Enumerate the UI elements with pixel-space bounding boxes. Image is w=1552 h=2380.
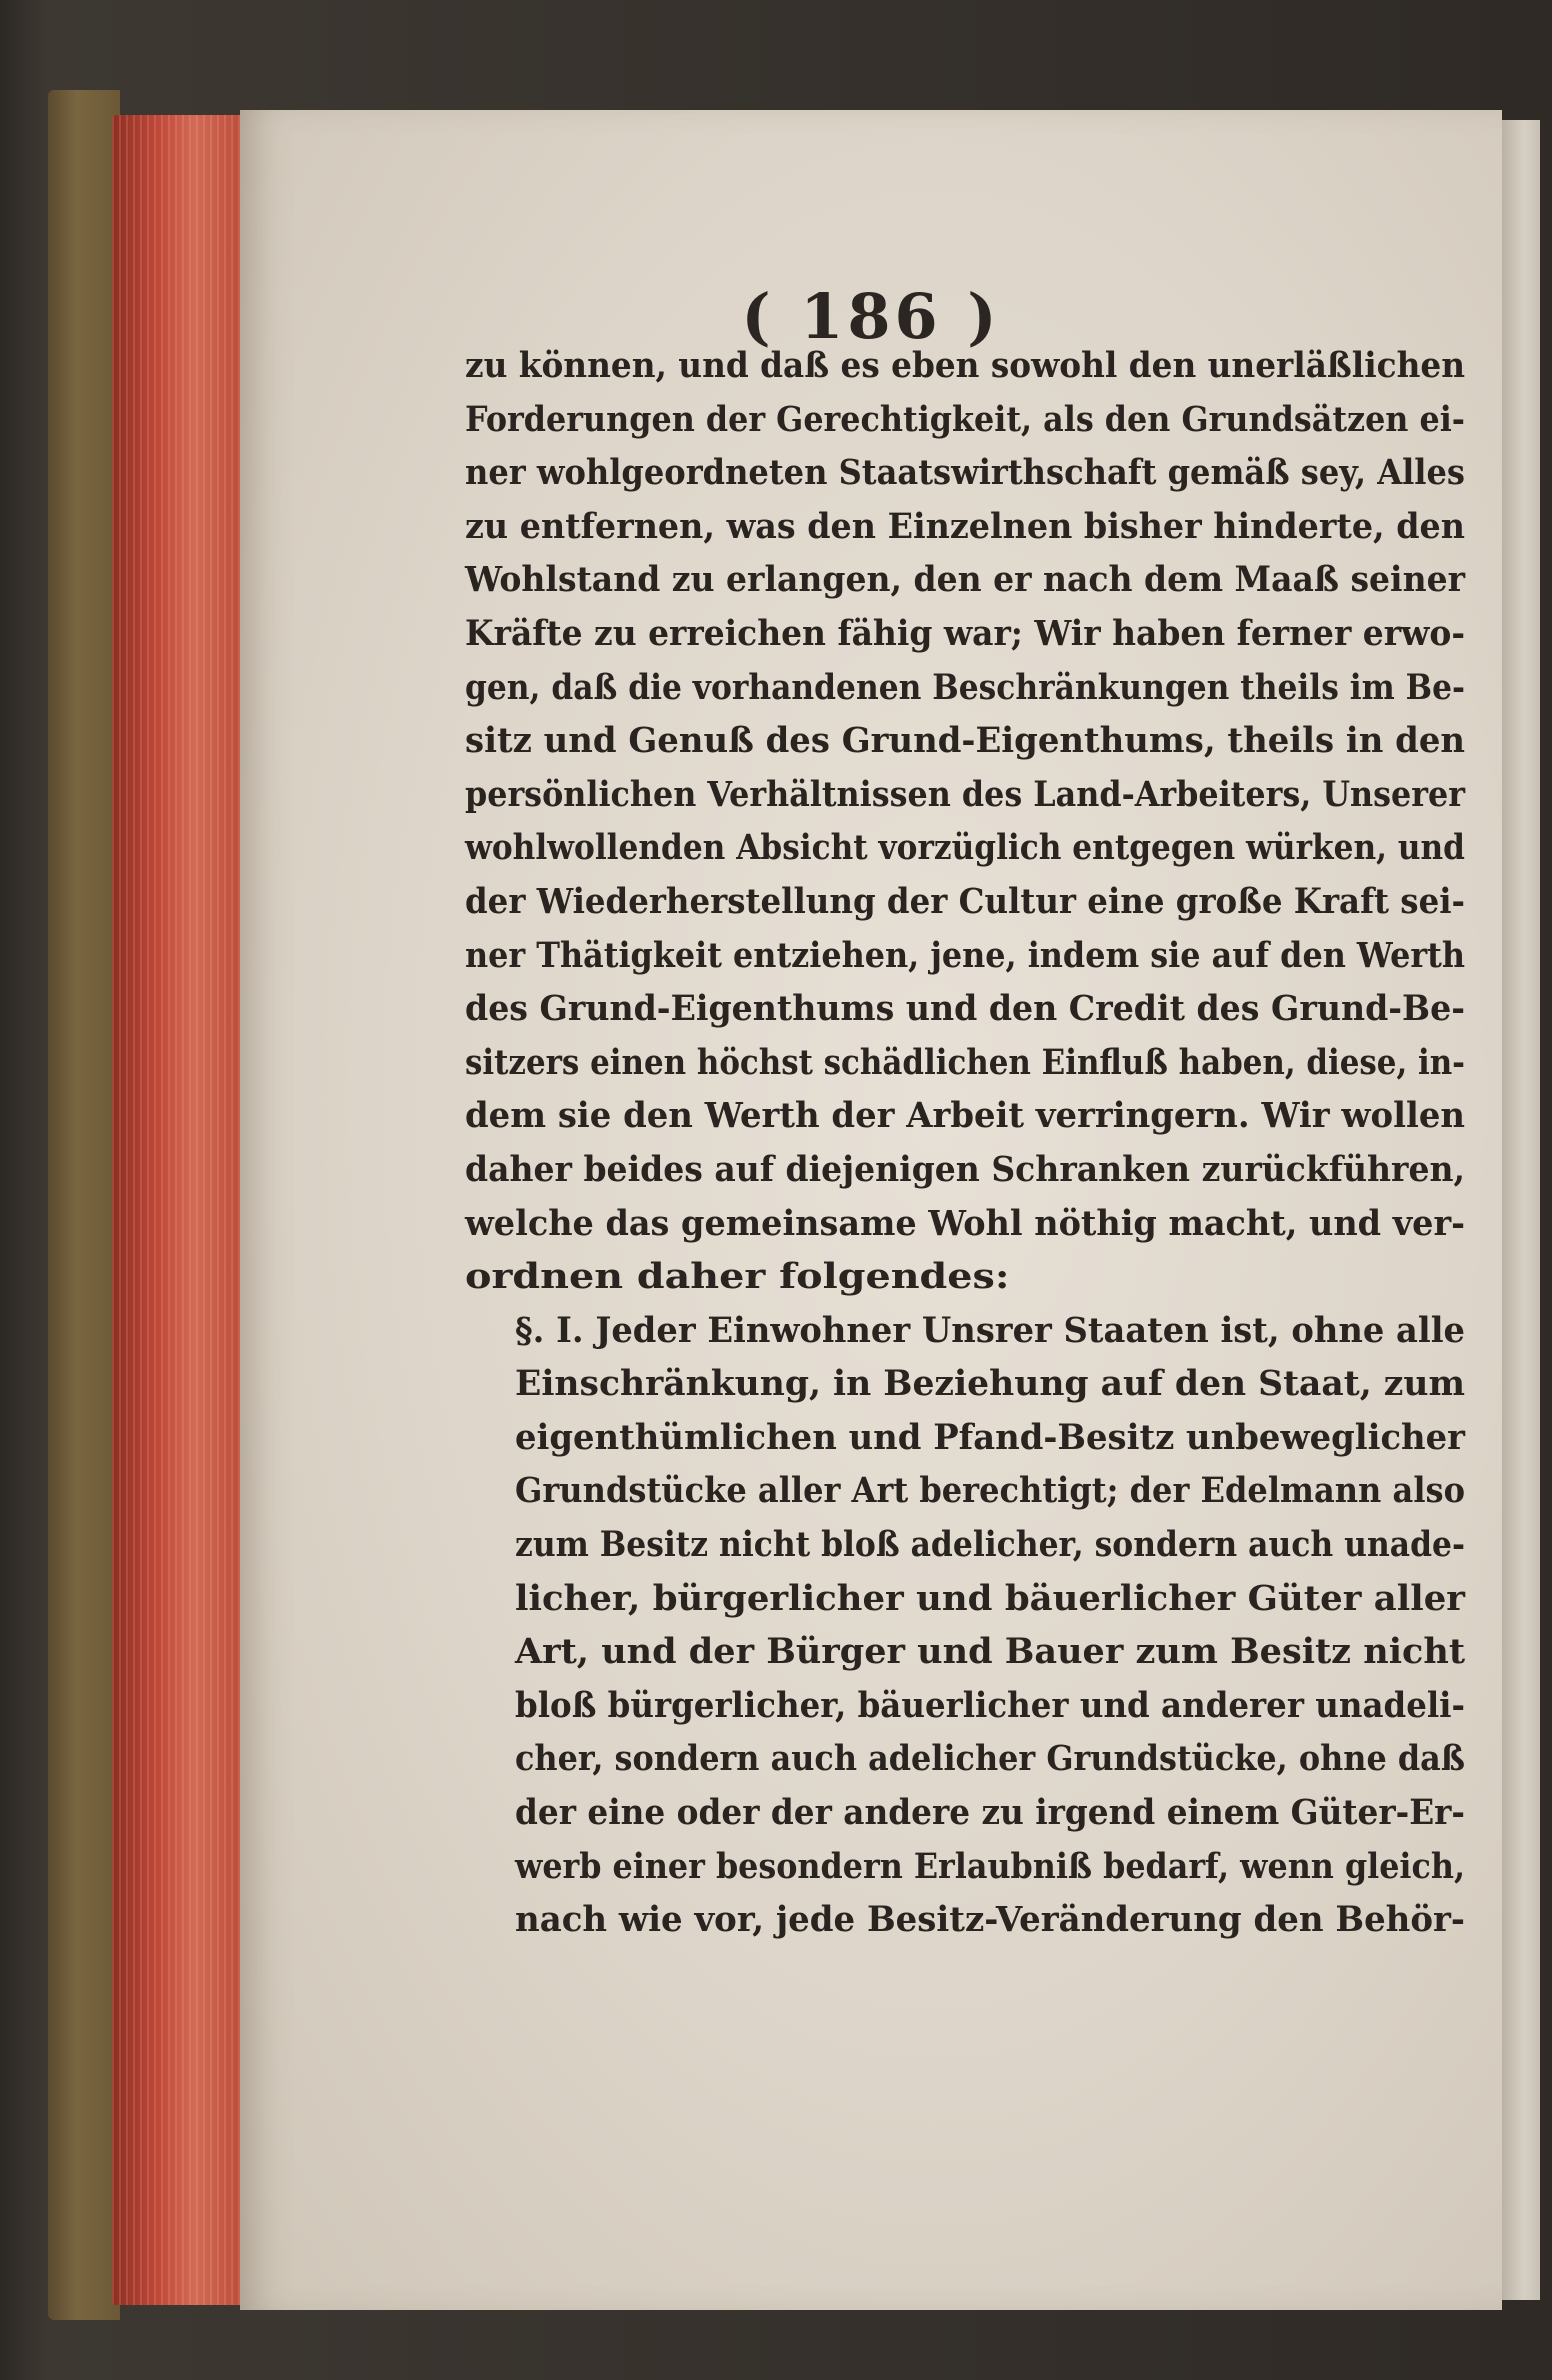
- body-text: [465, 340, 1465, 1948]
- text-line: ner Thätigkeit entziehen, jene, indem sie auf den Werth: [465, 935, 1465, 976]
- section-line: licher, bürgerlicher und bäuerlicher Güter aller: [515, 1578, 1465, 1619]
- text-line: persönlichen Verhältnissen des Land-Arbeiters, Unserer: [465, 774, 1465, 815]
- text-line: Wohlstand zu erlangen, den er nach dem Maaß seiner: [465, 560, 1465, 601]
- text-line: gen, daß die vorhandenen Beschränkungen theils im Be-: [465, 667, 1465, 708]
- section-line: der eine oder der andere zu irgend einem Güter-Er-: [515, 1793, 1465, 1834]
- text-line: des Grund-Eigenthums und den Credit des Grund-Be-: [465, 989, 1465, 1030]
- section-line: bloß bürgerlicher, bäuerlicher und anderer unadeli-: [515, 1685, 1465, 1726]
- text-line: sitz und Genuß des Grund-Eigenthums, theils in den: [465, 721, 1465, 762]
- text-line: wohlwollenden Absicht vorzüglich entgegen würken, und: [465, 828, 1465, 869]
- text-line: Kräfte zu erreichen fähig war; Wir haben ferner erwo-: [465, 613, 1465, 654]
- text-line: welche das gemeinsame Wohl nöthig macht, und ver-: [465, 1203, 1465, 1244]
- next-page-edge: [1500, 120, 1540, 2300]
- text-line: der Wiederherstellung der Cultur eine große Kraft sei-: [465, 881, 1465, 922]
- text-line: zu können, und daß es eben sowohl den unerläßlichen: [465, 346, 1465, 386]
- text-line: ordnen daher folgendes:: [465, 1257, 1010, 1298]
- section-line: eigenthümlichen und Pfand-Besitz unbeweglicher: [515, 1417, 1465, 1458]
- section-line: Einschränkung, in Beziehung auf den Staat, zum: [515, 1364, 1465, 1405]
- section-line: Art, und der Bürger und Bauer zum Besitz nicht: [515, 1632, 1465, 1673]
- page-edges: [112, 115, 250, 2305]
- page-number: ( 186 ): [741, 280, 1001, 353]
- text-line: Forderungen der Gerechtigkeit, als den Grundsätzen ei-: [465, 399, 1465, 440]
- section-line: cher, sondern auch adelicher Grundstücke, ohne daß: [515, 1739, 1465, 1780]
- text-line: zu entfernen, was den Einzelnen bisher hinderte, den: [465, 506, 1465, 547]
- book-cover: [48, 90, 120, 2320]
- book-page: [240, 110, 1502, 2310]
- text-line: daher beides auf diejenigen Schranken zurückführen,: [465, 1149, 1465, 1190]
- section-line: §. I. Jeder Einwohner Unsrer Staaten ist, ohne alle: [515, 1310, 1465, 1351]
- text-line: ner wohlgeordneten Staatswirthschaft gemäß sey, Alles: [465, 453, 1465, 494]
- text-line: dem sie den Werth der Arbeit verringern. Wir wollen: [465, 1096, 1465, 1137]
- section-line: Grundstücke aller Art berechtigt; der Edelmann also: [515, 1471, 1465, 1512]
- section-line: zum Besitz nicht bloß adelicher, sondern auch unade-: [515, 1525, 1465, 1566]
- section-line: werb einer besondern Erlaubniß bedarf, wenn gleich,: [515, 1846, 1465, 1887]
- text-line: sitzers einen höchst schädlichen Einfluß haben, diese, in-: [465, 1042, 1465, 1083]
- section-line: nach wie vor, jede Besitz-Veränderung den Behör-: [515, 1900, 1465, 1941]
